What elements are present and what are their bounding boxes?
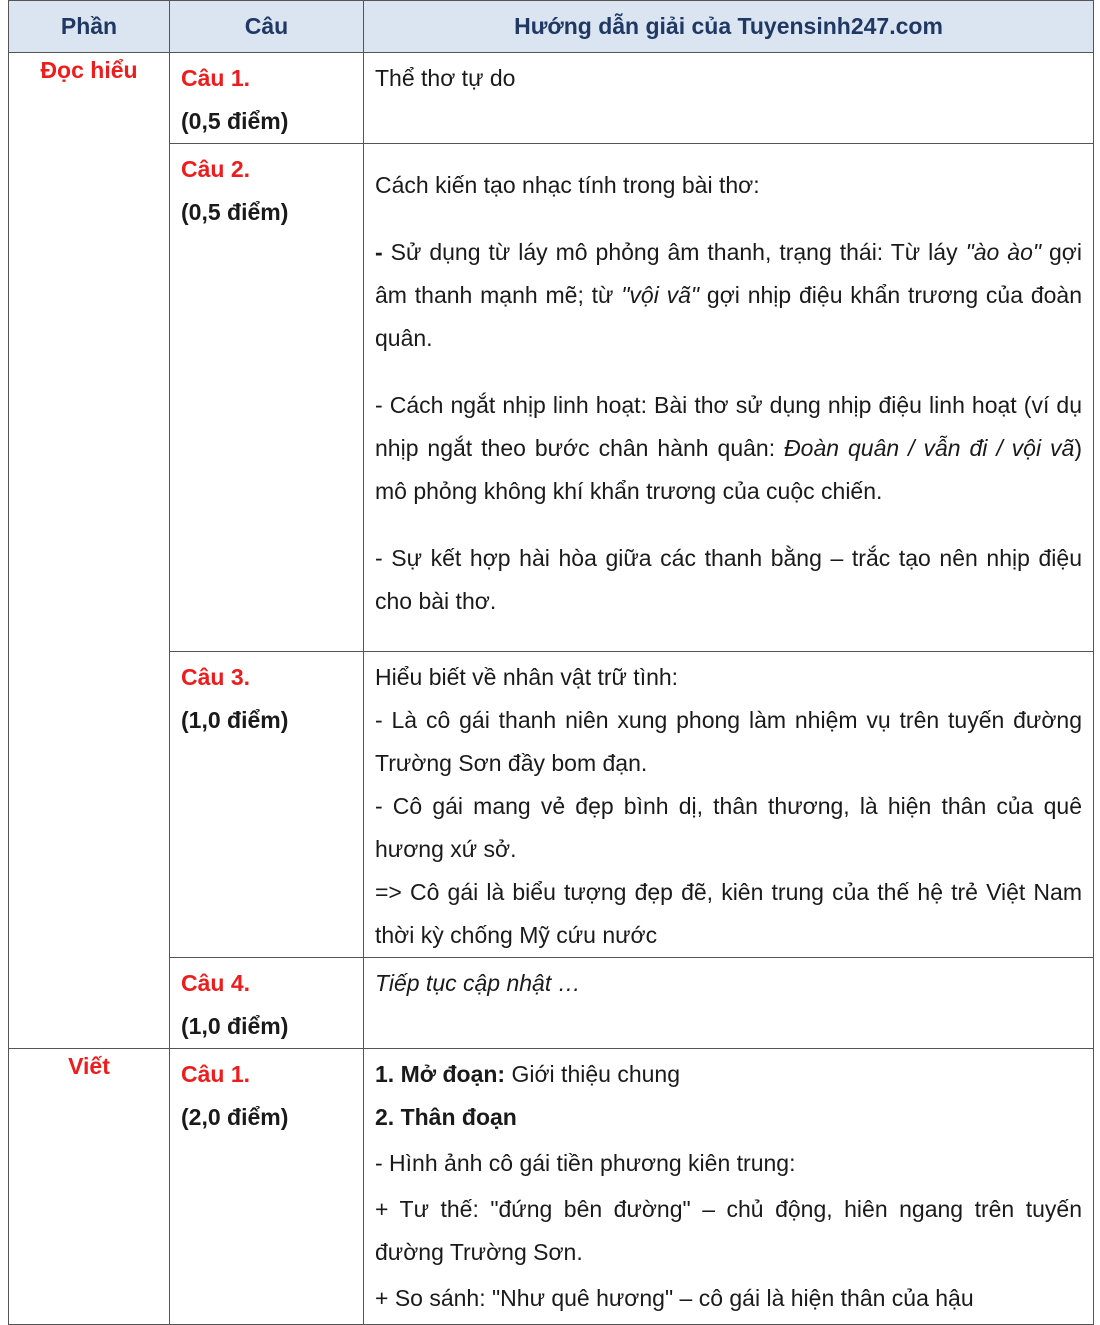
question-cell	[170, 144, 364, 652]
answer-heading: 2. Thân đoạn	[375, 1104, 517, 1130]
header-guide: Hướng dẫn giải của Tuyensinh247.com	[364, 1, 1094, 53]
question-points: (1,0 điểm)	[181, 1013, 289, 1039]
question-points: (2,0 điểm)	[181, 1104, 289, 1130]
question-cell	[170, 53, 364, 144]
answer-cell	[364, 652, 1094, 958]
table-row	[9, 958, 1094, 1049]
question-label: Câu 2.	[181, 156, 251, 182]
table-row	[9, 652, 1094, 958]
answer-paragraph: - Sự kết hợp hài hòa giữa các thanh bằng – trắc tạo nên nhịp điệu cho bài thơ.	[375, 545, 1082, 614]
question-points: (0,5 điểm)	[181, 199, 289, 225]
question-points: (1,0 điểm)	[181, 707, 289, 733]
answer-line: => Cô gái là biểu tượng đẹp đẽ, kiên trung của thế hệ trẻ Việt Nam thời kỳ chống Mỹ cứu nước	[375, 879, 1082, 948]
question-label: Câu 4.	[181, 970, 251, 996]
answer-text: Thể thơ tự do	[375, 65, 516, 91]
question-label: Câu 1.	[181, 65, 251, 91]
answer-line: - Hình ảnh cô gái tiền phương kiên trung:	[375, 1150, 796, 1176]
table-row	[9, 1049, 1094, 1325]
answer-cell	[364, 958, 1094, 1049]
question-cell	[170, 652, 364, 958]
table-row	[9, 53, 1094, 144]
answer-paragraph: - Sử dụng từ láy mô phỏng âm thanh, trạng thái: Từ láy "ào ào" gợi âm thanh mạnh mẽ; từ "vội vã" gợi nhịp điệu khẩn trương của đoàn quân.	[375, 239, 1082, 351]
answer-cell	[364, 144, 1094, 652]
answer-table-wrapper	[8, 0, 1093, 1325]
answer-line: Hiểu biết về nhân vật trữ tình:	[375, 664, 679, 690]
question-cell	[170, 958, 364, 1049]
answer-paragraph: - Cách ngắt nhịp linh hoạt: Bài thơ sử dụng nhịp điệu linh hoạt (ví dụ nhịp ngắt theo bước chân hành quân: Đoàn quân / vẫn đi / vội vã) mô phỏng không khí khẩn trương của cuộc chiến.	[375, 392, 1082, 504]
answer-line: + Tư thế: "đứng bên đường" – chủ động, hiên ngang trên tuyến đường Trường Sơn.	[375, 1196, 1082, 1265]
answer-cell	[364, 53, 1094, 144]
answer-table	[8, 0, 1094, 1325]
answer-intro: Cách kiến tạo nhạc tính trong bài thơ:	[375, 172, 760, 198]
question-label: Câu 1.	[181, 1061, 251, 1087]
question-cell	[170, 1049, 364, 1325]
header-row	[9, 1, 1094, 53]
header-question: Câu	[170, 1, 364, 53]
answer-cell	[364, 1049, 1094, 1325]
answer-text: Tiếp tục cập nhật …	[375, 970, 581, 996]
header-part: Phần	[9, 1, 170, 53]
section-reading-title: Đọc hiểu	[9, 53, 170, 1049]
question-points: (0,5 điểm)	[181, 108, 289, 134]
question-label: Câu 3.	[181, 664, 251, 690]
answer-line: - Cô gái mang vẻ đẹp bình dị, thân thương, là hiện thân của quê hương xứ sở.	[375, 793, 1082, 862]
section-writing-title: Viết	[9, 1049, 170, 1325]
answer-line: + So sánh: "Như quê hương" – cô gái là hiện thân của hậu	[375, 1285, 974, 1311]
answer-heading: 1. Mở đoạn: Giới thiệu chung	[375, 1061, 680, 1087]
answer-line: - Là cô gái thanh niên xung phong làm nhiệm vụ trên tuyến đường Trường Sơn đầy bom đạn.	[375, 707, 1082, 776]
table-row	[9, 144, 1094, 652]
